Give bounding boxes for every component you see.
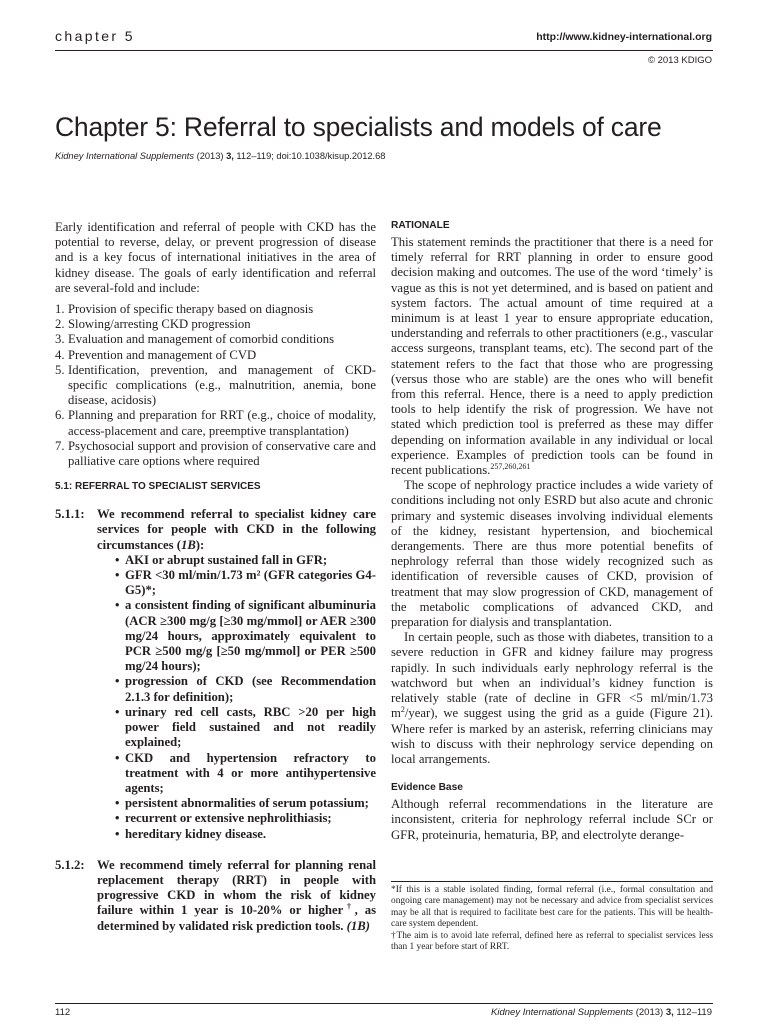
recommendation-close: ): [195, 537, 205, 552]
list-item [115, 796, 376, 811]
evidence-paragraph: Although referral recommendations in the literature are inconsistent, criteria for nephrology referral include SCr or GFR, proteinuria, hematuria, BP, and electrolyte derange- [391, 797, 713, 842]
footnote-rule [391, 881, 713, 882]
criterion-text: AKI or abrupt sustained fall in GFR; [125, 552, 328, 567]
recommendation-5-1-2 [55, 858, 376, 934]
goal-number: 3. [55, 332, 65, 347]
footer-rule [55, 1003, 713, 1004]
site-url-link[interactable]: http://www.kidney-international.org [536, 31, 712, 43]
list-item [115, 811, 376, 826]
recommendation-number: 5.1.2: [55, 857, 85, 872]
footer-journal: Kidney International Supplements [491, 1007, 634, 1018]
rationale-paragraph-3 [391, 630, 713, 767]
goal-number: 6. [55, 408, 65, 423]
bullet-icon: • [115, 552, 120, 567]
goal-text: Slowing/arresting CKD progression [68, 317, 251, 332]
recommendation-body-cont: , as determined by validated risk prediction tools. [97, 903, 377, 933]
bullet-icon: • [115, 568, 120, 583]
list-item [55, 302, 376, 317]
goal-number: 7. [55, 438, 65, 453]
goal-number: 5. [55, 362, 65, 377]
goal-text: Prevention and management of CVD [68, 347, 257, 362]
list-item [115, 827, 376, 842]
reference-superscript: 257,260,261 [490, 461, 531, 471]
list-item [55, 408, 376, 438]
criterion-text: GFR <30 ml/min/1.73 m² (GFR categories G4-G5)*; [125, 568, 376, 598]
bullet-icon: • [115, 674, 120, 689]
goal-text: Evaluation and management of comorbid conditions [68, 332, 335, 347]
recommendation-number: 5.1.1: [55, 507, 85, 522]
criterion-text: urinary red cell casts, RBC >20 per high power field sustained and not readily explained; [125, 704, 376, 750]
goal-number: 2. [55, 317, 65, 332]
list-item [115, 553, 376, 568]
list-item [55, 439, 376, 469]
recommendation-text [97, 858, 376, 934]
left-column [55, 220, 376, 934]
paragraph-text-cont: /year), we suggest using the grid as a guide (Figure 21). Where refer is marked by an asterisk, referring clinicians may wish to discuss with their nephrology service depending on local arrangements. [391, 706, 713, 766]
paragraph-text: This statement reminds the practitioner that there is a need for timely referral for RRT planning in order to ensure good decision making and outcomes. The use of the word ‘timely’ is vague as this is not yet determined, and is based on patient and system factors. The actual amount of time required at a minimum is at least 1 year to ensure appropriate education, understanding and referrals to other practitioners (e.g., vascular access surgeons, transplant teams, etc). The second part of the statement refers to the fact that those who are progressing (versus those who are stable) are the ones who will benefit from this referral. Hence, there is a need to apply prediction tools to help identify the risk of progression. We have not stated which prediction tool is preferred as these may differ depending on information available in any individual or local experience. Examples of prediction tools can be found in recent publications. [391, 235, 713, 478]
citation-journal: Kidney International Supplements [55, 151, 195, 161]
criterion-text: recurrent or extensive nephrolithiasis; [125, 811, 332, 826]
bullet-icon: • [115, 811, 120, 826]
goal-text: Identification, prevention, and management of CKD-specific complications (e.g., malnutrition, anemia, bone disease, acidosis) [68, 362, 376, 408]
evidence-grade: (1B) [346, 918, 370, 933]
recommendation-text [97, 507, 376, 553]
page-number: 112 [55, 1007, 71, 1018]
citation-volume: 3, [226, 151, 234, 161]
citation-line [55, 151, 385, 161]
bullet-icon: • [115, 796, 120, 811]
goal-text: Psychosocial support and provision of conservative care and palliative care options where required [68, 438, 376, 469]
bullet-icon: • [115, 826, 120, 841]
recommendation-body: We recommend referral to specialist kidney care services for people with CKD in the following circumstances ( [97, 507, 376, 552]
bullet-icon: • [115, 750, 120, 765]
footnote-dagger: †The aim is to avoid late referral, defined here as referral to specialist services less than 1 year before start of RRT. [391, 931, 713, 953]
list-item [115, 705, 376, 751]
goal-text: Provision of specific therapy based on diagnosis [68, 302, 314, 317]
goals-list [55, 302, 376, 469]
list-item [55, 332, 376, 347]
evidence-grade: 1B [180, 537, 196, 552]
copyright: © 2013 KDIGO [647, 55, 712, 66]
referral-criteria-list [115, 553, 376, 842]
recommendation-body: We recommend timely referral for planning renal replacement therapy (RRT) in people with progressive CKD in whom the risk of kidney failure within 1 year is 10-20% or higher [97, 857, 376, 918]
list-item [55, 363, 376, 409]
list-item [115, 751, 376, 797]
criterion-text: a consistent finding of significant albuminuria (ACR ≥300 mg/g [≥30 mg/mmol] or AER ≥300 mg/24 hours, approximately equivalent to PCR ≥500 mg/g [≥50 mg/mmol] or PER ≥500 mg/24 hours); [125, 598, 376, 674]
footnote-asterisk: *If this is a stable isolated finding, formal referral (i.e., formal consultation and ongoing care management) may not be necessary and advice from specialist services may be all that is required to facilitate best care for the patients. This will be health-care system dependent. [391, 885, 713, 929]
criterion-text: persistent abnormalities of serum potassium; [125, 796, 369, 811]
list-item [115, 674, 376, 704]
unit-superscript: 2 [400, 705, 405, 715]
goal-number: 1. [55, 302, 65, 317]
goal-number: 4. [55, 347, 65, 362]
rationale-heading: RATIONALE [391, 220, 450, 231]
recommendation-5-1-1 [55, 507, 376, 841]
right-column [391, 220, 713, 843]
section-heading: 5.1: REFERRAL TO SPECIALIST SERVICES [55, 481, 261, 493]
bullet-icon: • [115, 598, 120, 613]
page-title: Chapter 5: Referral to specialists and models of care [55, 112, 662, 142]
list-item [115, 568, 376, 598]
header-rule [55, 50, 713, 51]
criterion-text: CKD and hypertension refractory to treatment with 4 or more antihypertensive agents; [125, 750, 376, 795]
paragraph-text: In certain people, such as those with diabetes, transition to a severe reduction in GFR and kidney failure may progress rapidly. In such individuals early nephrology referral is the watchword but when an individual’s kidney function is relatively stable (rate of decline in GFR <5 ml/min/1.73 m [391, 630, 713, 721]
list-item [115, 598, 376, 674]
dagger-footnote-marker: † [343, 902, 355, 912]
citation-year: (2013) [194, 151, 227, 161]
chapter-tag: chapter 5 [55, 28, 135, 44]
citation-rest: 112–119; doi:10.1038/kisup.2012.68 [233, 151, 386, 161]
footer-year: (2013) [633, 1007, 666, 1018]
rationale-paragraph-1 [391, 235, 713, 478]
criterion-text: progression of CKD (see Recommendation 2.1.3 for definition); [125, 674, 376, 704]
footer-pages: 112–119 [673, 1007, 712, 1018]
criterion-text: hereditary kidney disease. [125, 826, 267, 841]
intro-paragraph: Early identification and referral of people with CKD has the potential to reverse, delay, or prevent progression of disease and is a key focus of international initiatives in the area of kidney disease. The goals of early identification and referral are several-fold and include: [55, 220, 376, 295]
footer-citation [491, 1007, 712, 1018]
bullet-icon: • [115, 704, 120, 719]
rationale-paragraph-2: The scope of nephrology practice includes a wide variety of conditions including not only ESRD but also acute and chronic primary and systemic diseases involving individual elements of the kidney, resistant hypertension, and biochemical derangements. There are thus more potential benefits of nephrology referral than those widely recognized such as identification of reversible causes of CKD, provision of treatment that may slow progression of CKD, management of the metabolic complications of advanced CKD, and preparation for dialysis and transplantation. [391, 478, 713, 630]
list-item [55, 317, 376, 332]
list-item [55, 348, 376, 363]
footnotes [391, 885, 713, 954]
footer-volume: 3, [665, 1007, 674, 1018]
evidence-base-heading: Evidence Base [391, 782, 463, 794]
goal-text: Planning and preparation for RRT (e.g., choice of modality, access-placement and care, preemptive transplantation) [68, 408, 376, 438]
